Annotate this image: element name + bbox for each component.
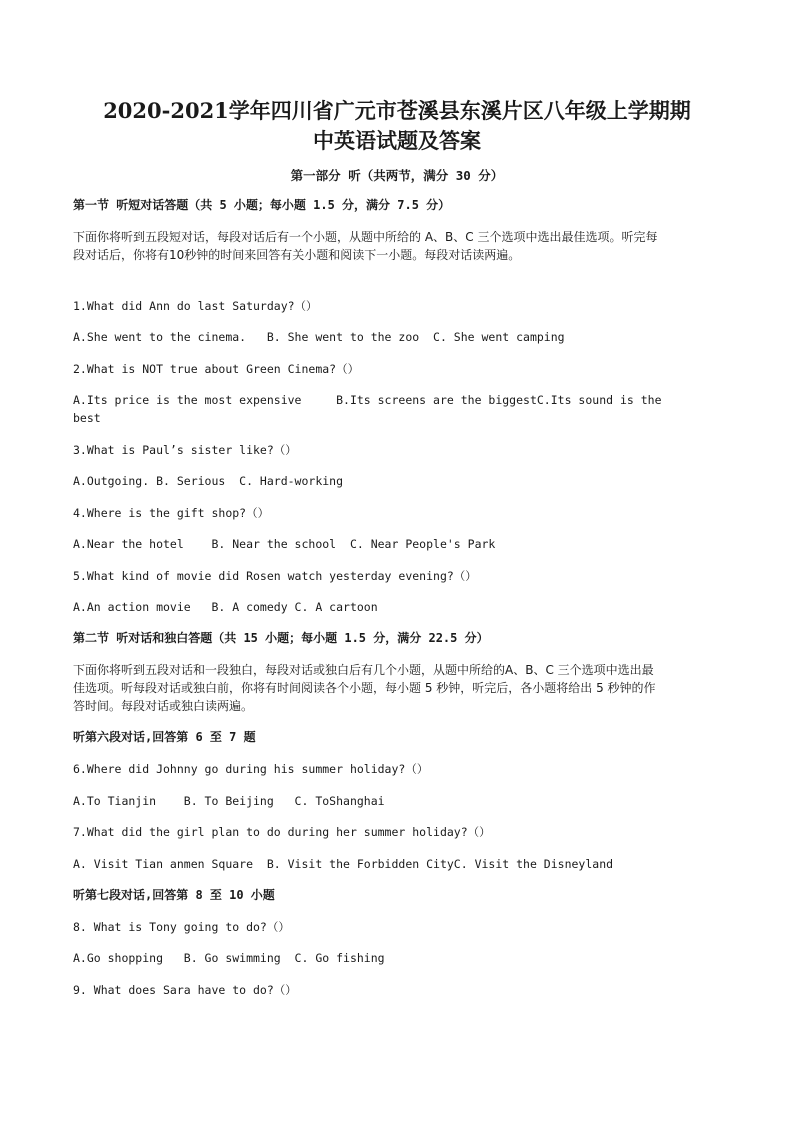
question-5-options: A.An action movie B. A comedy C. A cartoon <box>73 600 378 614</box>
document-title-line-1: 2020-2021学年四川省广元市苍溪县东溪片区八年级上学期期 <box>103 98 691 123</box>
question-8-options: A.Go shopping B. Go swimming C. Go fishing <box>73 951 385 965</box>
group-6-heading: 听第六段对话,回答第 6 至 7 题 <box>73 730 256 744</box>
question-3: 3.What is Paul’s sister like?（） <box>73 443 297 457</box>
section1-instructions: 下面你将听到五段短对话，每段对话后有一个小题，从题中所给的 A、B、C 三个选项中选出最佳选项。听完每段对话后，你将有10秒钟的时间来回答有关小题和阅读下一小题。每段对话读两遍。 <box>73 230 658 262</box>
part-heading: 第一部分 听（共两节，满分 30 分） <box>290 168 504 183</box>
question-6-options: A.To Tianjin B. To Beijing C. ToShanghai <box>73 794 385 808</box>
section2-instructions: 下面你将听到五段对话和一段独白，每段对话或独白后有几个小题，从题中所给的A、B、C 三个选项中选出最佳选项。听每段对话或独白前，你将有时间阅读各个小题，每小题 5 秒钟，听完后，各小题将给出 5 秒钟的作答时间。每段对话或独白读两遍。 <box>73 663 656 713</box>
document-title-line-2: 中英语试题及答案 <box>313 128 481 153</box>
section2-heading: 第二节 听对话和独白答题（共 15 小题；每小题 1.5 分，满分 22.5 分） <box>73 631 489 645</box>
question-1-options: A.She went to the cinema. B. She went to the zoo C. She went camping <box>73 330 565 344</box>
question-2: 2.What is NOT true about Green Cinema?（） <box>73 362 360 376</box>
question-9: 9. What does Sara have to do?（） <box>73 983 297 997</box>
question-3-options: A.Outgoing. B. Serious C. Hard-working <box>73 474 344 488</box>
question-2-options-continued: best <box>73 411 101 425</box>
question-8: 8. What is Tony going to do?（） <box>73 920 290 934</box>
question-4-options: A.Near the hotel B. Near the school C. Near People's Park <box>73 537 496 551</box>
question-6: 6.Where did Johnny go during his summer holiday?（） <box>73 762 429 776</box>
group-7-heading: 听第七段对话,回答第 8 至 10 小题 <box>73 888 275 902</box>
question-7-options: A. Visit Tian anmen Square B. Visit the Forbidden CityC. Visit the Disneyland <box>73 857 614 871</box>
question-4: 4.Where is the gift shop?（） <box>73 506 270 520</box>
question-1: 1.What did Ann do last Saturday?（） <box>73 299 318 313</box>
section1-heading: 第一节 听短对话答题（共 5 小题；每小题 1.5 分，满分 7.5 分） <box>73 198 451 212</box>
question-5: 5.What kind of movie did Rosen watch yesterday evening?（） <box>73 569 477 583</box>
question-2-options: A.Its price is the most expensive B.Its screens are the biggestC.Its sound is the <box>73 393 662 407</box>
question-7: 7.What did the girl plan to do during her summer holiday?（） <box>73 825 491 839</box>
